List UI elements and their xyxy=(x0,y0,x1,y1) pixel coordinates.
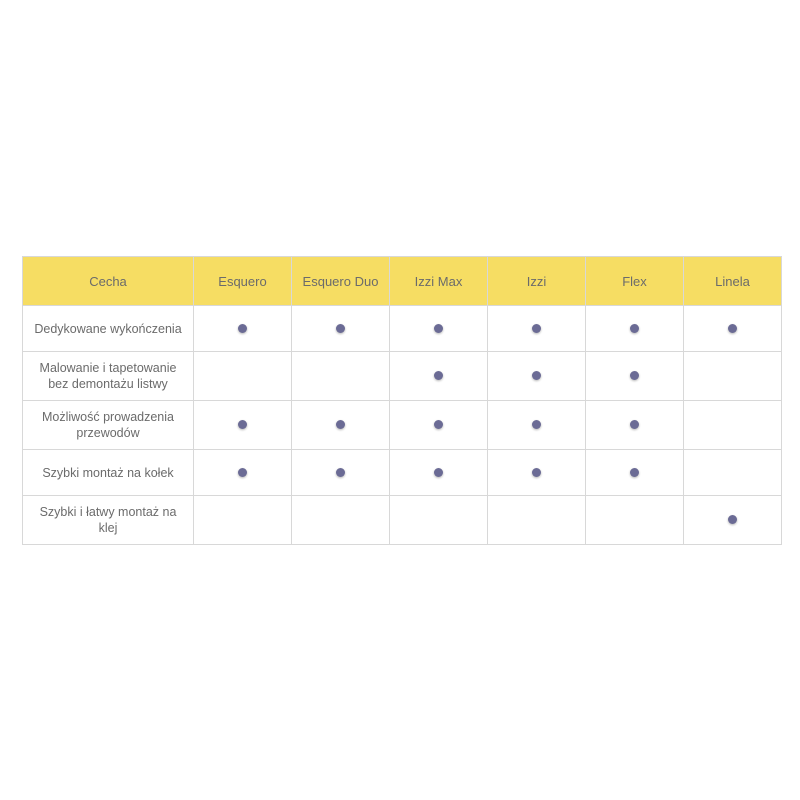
feature-available-cell xyxy=(292,401,390,450)
feature-unavailable-cell xyxy=(586,496,684,545)
feature-label: Szybki montaż na kołek xyxy=(23,450,194,496)
table-row xyxy=(23,450,782,496)
feature-available-cell xyxy=(684,496,782,545)
feature-available-cell xyxy=(390,306,488,352)
feature-label: Dedykowane wykończenia xyxy=(23,306,194,352)
feature-available-cell xyxy=(194,306,292,352)
availability-dot-icon xyxy=(532,324,541,333)
feature-available-cell xyxy=(194,401,292,450)
feature-available-cell xyxy=(390,401,488,450)
feature-available-cell xyxy=(292,450,390,496)
feature-available-cell xyxy=(390,352,488,401)
column-header-linela: Linela xyxy=(684,257,782,306)
availability-dot-icon xyxy=(238,324,247,333)
feature-available-cell xyxy=(488,450,586,496)
column-header-esquero: Esquero xyxy=(194,257,292,306)
feature-label: Możliwość prowadzenia przewodów xyxy=(23,401,194,450)
feature-available-cell xyxy=(194,450,292,496)
feature-available-cell xyxy=(488,306,586,352)
table-row xyxy=(23,306,782,352)
availability-dot-icon xyxy=(532,468,541,477)
product-comparison-table xyxy=(22,256,782,545)
availability-dot-icon xyxy=(630,371,639,380)
table-body xyxy=(23,306,782,545)
feature-unavailable-cell xyxy=(684,401,782,450)
feature-label: Szybki i łatwy montaż na klej xyxy=(23,496,194,545)
feature-unavailable-cell xyxy=(194,352,292,401)
availability-dot-icon xyxy=(630,324,639,333)
availability-dot-icon xyxy=(336,324,345,333)
availability-dot-icon xyxy=(728,324,737,333)
feature-unavailable-cell xyxy=(488,496,586,545)
feature-label: Malowanie i tapetowanie bez demontażu listwy xyxy=(23,352,194,401)
availability-dot-icon xyxy=(434,420,443,429)
feature-available-cell xyxy=(586,352,684,401)
availability-dot-icon xyxy=(238,420,247,429)
column-header-esquero-duo: Esquero Duo xyxy=(292,257,390,306)
column-header-izzi: Izzi xyxy=(488,257,586,306)
availability-dot-icon xyxy=(434,324,443,333)
availability-dot-icon xyxy=(336,420,345,429)
feature-unavailable-cell xyxy=(194,496,292,545)
availability-dot-icon xyxy=(630,420,639,429)
feature-available-cell xyxy=(488,352,586,401)
column-header-feature: Cecha xyxy=(23,257,194,306)
availability-dot-icon xyxy=(630,468,639,477)
availability-dot-icon xyxy=(434,371,443,380)
feature-available-cell xyxy=(586,306,684,352)
table-row xyxy=(23,496,782,545)
column-header-flex: Flex xyxy=(586,257,684,306)
table-row xyxy=(23,352,782,401)
feature-available-cell xyxy=(684,306,782,352)
table-header xyxy=(23,257,782,306)
availability-dot-icon xyxy=(728,515,737,524)
feature-available-cell xyxy=(488,401,586,450)
feature-unavailable-cell xyxy=(292,496,390,545)
availability-dot-icon xyxy=(532,371,541,380)
column-header-izzi-max: Izzi Max xyxy=(390,257,488,306)
table-header-row xyxy=(23,257,782,306)
availability-dot-icon xyxy=(238,468,247,477)
feature-available-cell xyxy=(390,450,488,496)
feature-unavailable-cell xyxy=(390,496,488,545)
table-row xyxy=(23,401,782,450)
feature-available-cell xyxy=(586,401,684,450)
comparison-table-container xyxy=(22,256,778,545)
feature-unavailable-cell xyxy=(684,450,782,496)
feature-available-cell xyxy=(586,450,684,496)
feature-unavailable-cell xyxy=(292,352,390,401)
feature-unavailable-cell xyxy=(684,352,782,401)
availability-dot-icon xyxy=(434,468,443,477)
availability-dot-icon xyxy=(532,420,541,429)
feature-available-cell xyxy=(292,306,390,352)
availability-dot-icon xyxy=(336,468,345,477)
